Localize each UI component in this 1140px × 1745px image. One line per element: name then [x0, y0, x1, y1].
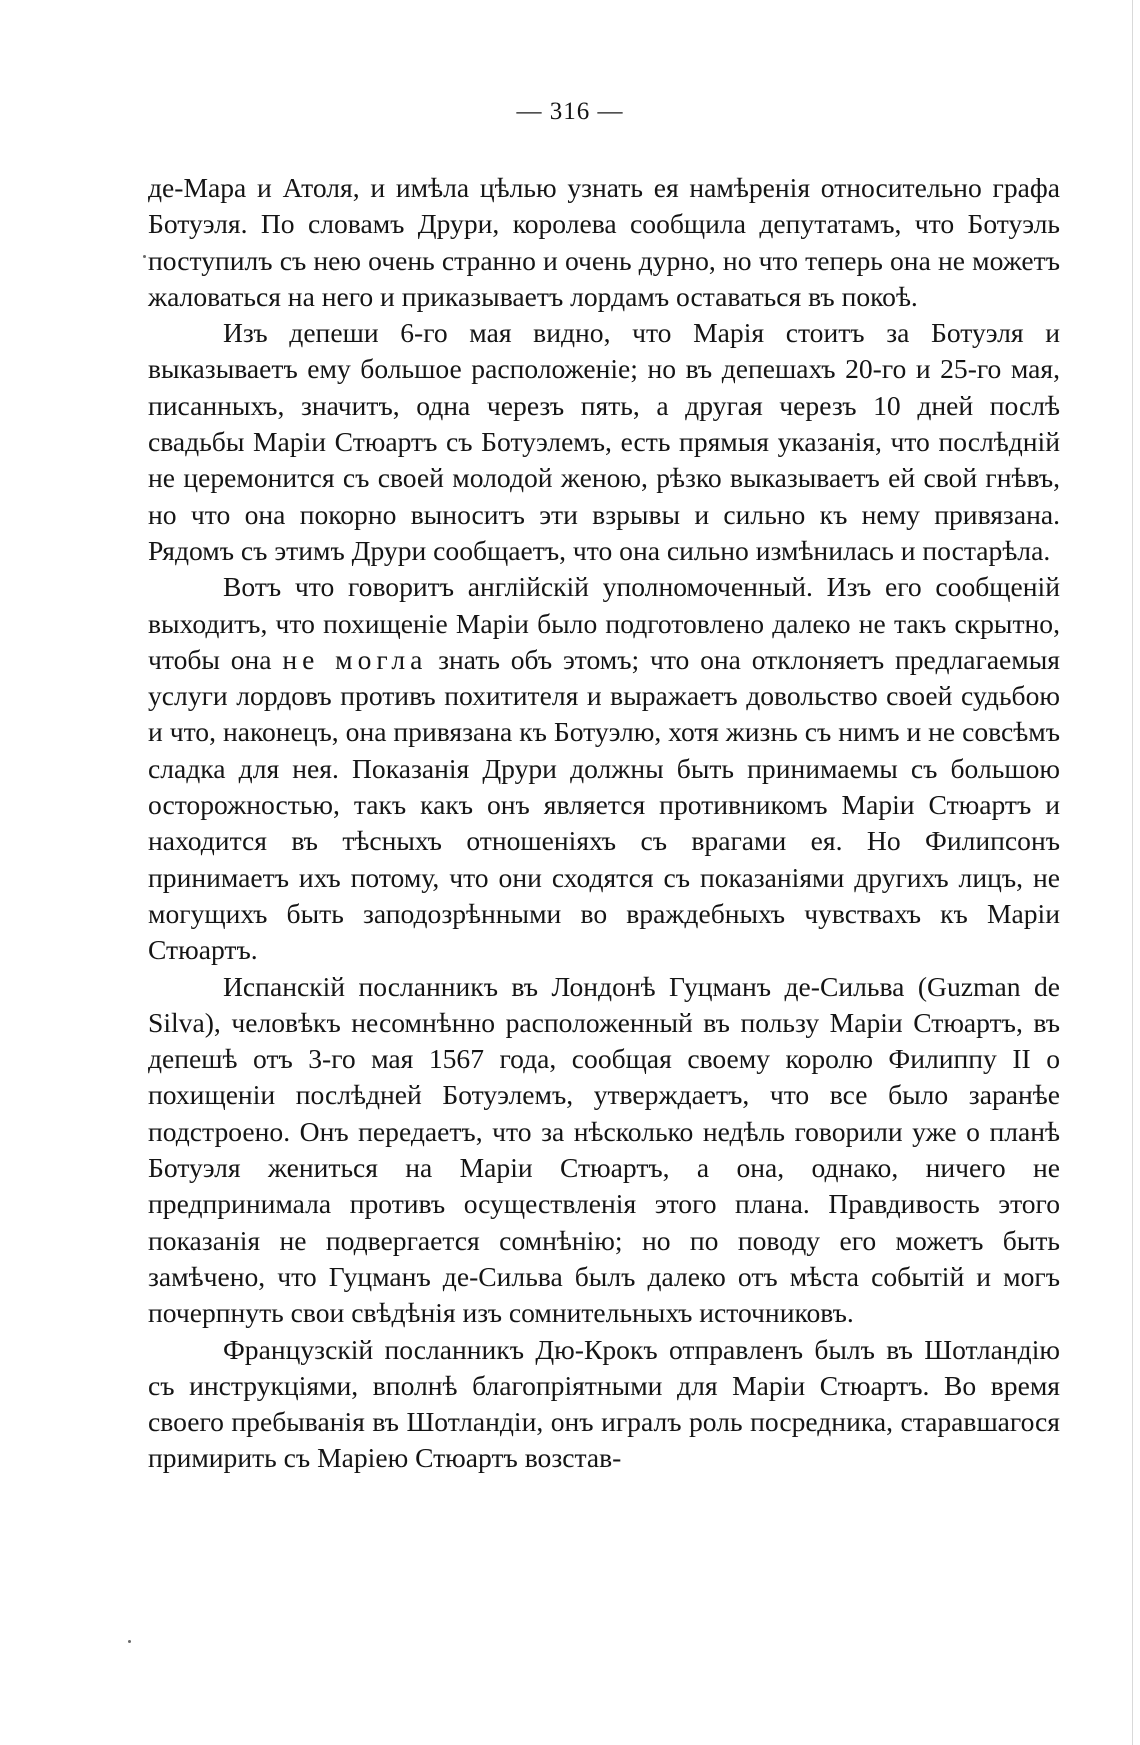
paragraph-3-part-2: знать объ этомъ; что она отклоняетъ предлагаемыя услуги лордовъ противъ похитителя и выражаетъ довольство своей судьбою и что, наконецъ, она привязана къ Ботуэлю, хотя жизнь съ нимъ и не совсѣмъ сладка для нея. Показанія Друри должны быть принимаемы съ большою осторожностью, такъ какъ онъ является противникомъ Маріи Стюартъ и находится въ тѣсныхъ отношеніяхъ съ врагами ея. Но Филипсонъ принимаетъ ихъ потому, что они сходятся съ показаніями другихъ лицъ, не могущихъ быть заподозрѣнными во враждебныхъ чувствахъ къ Маріи Стюартъ. [148, 643, 1061, 966]
paragraph-1: де-Мара и Атоля, и имѣла цѣлью узнать ея намѣренія относительно графа Ботуэля. По словамъ Друри, королева сообщила депутатамъ, что Ботуэль поступилъ съ нею очень странно и очень дурно, но что теперь она не можетъ жаловаться на него и приказываетъ лордамъ оставаться въ покоѣ. [148, 172, 1060, 312]
scan-edge-line [1132, 0, 1133, 1745]
scan-speck [128, 1640, 131, 1643]
paragraph-2: Изъ депеши 6-го мая видно, что Марія стоитъ за Ботуэля и выказываетъ ему большое расположеніе; но въ депешахъ 20-го и 25-го мая, писанныхъ, значитъ, одна черезъ пять, а другая черезъ 10 дней послѣ свадьбы Маріи Стюартъ съ Ботуэлемъ, есть прямыя указанія, что послѣдній не церемонится съ своей молодой женою, рѣзко выказываетъ ей свой гнѣвъ, но что она покорно выноситъ эти взрывы и сильно къ нему привязана. Рядомъ съ этимъ Друри сообщаетъ, что она сильно измѣнилась и постарѣла. [148, 317, 1060, 566]
paragraph-5: Французскій посланникъ Дю-Крокъ отправленъ былъ въ Шотландію съ инструкціями, вполнѣ благопріятными для Маріи Стюартъ. Во время своего пребыванія въ Шотландіи, онъ игралъ роль посредника, старавшагося примирить съ Маріею Стюартъ возстав- [148, 1333, 1060, 1474]
page-number: — 316 — [516, 98, 624, 125]
paragraph-3-emphasis: не могла [282, 643, 428, 675]
body-text [148, 170, 1060, 1477]
paragraph-3-part-1: Вотъ что говоритъ англійскій уполномоченный. Изъ его сообщеній выходитъ, что похищеніе Маріи было подготовлено далеко не такъ скрытно, чтобы она [148, 571, 1060, 675]
paragraph-4: Испанскій посланникъ въ Лондонѣ Гуцманъ де-Сильва (Guzman de Silva), человѣкъ несомнѣнно расположенный въ пользу Маріи Стюартъ, въ депешѣ отъ 3-го мая 1567 года, сообщая своему королю Филиппу II о похищеніи послѣдней Ботуэлемъ, утверждаетъ, что все было заранѣе подстроено. Онъ передаетъ, что за нѣсколько недѣль говорили уже о планѣ Ботуэля жениться на Маріи Стюартъ, а она, однако, ничего не предпринимала противъ осуществленія этого плана. Правдивость этого показанія не подвергается сомнѣнію; но по поводу его можетъ быть замѣчено, что Гуцманъ де-Сильва былъ далеко отъ мѣста событій и могъ почерпнуть свои свѣдѣнія изъ сомнительныхъ источниковъ. [148, 970, 1060, 1329]
scan-speck [143, 255, 146, 258]
paragraph-3 [148, 569, 1060, 968]
